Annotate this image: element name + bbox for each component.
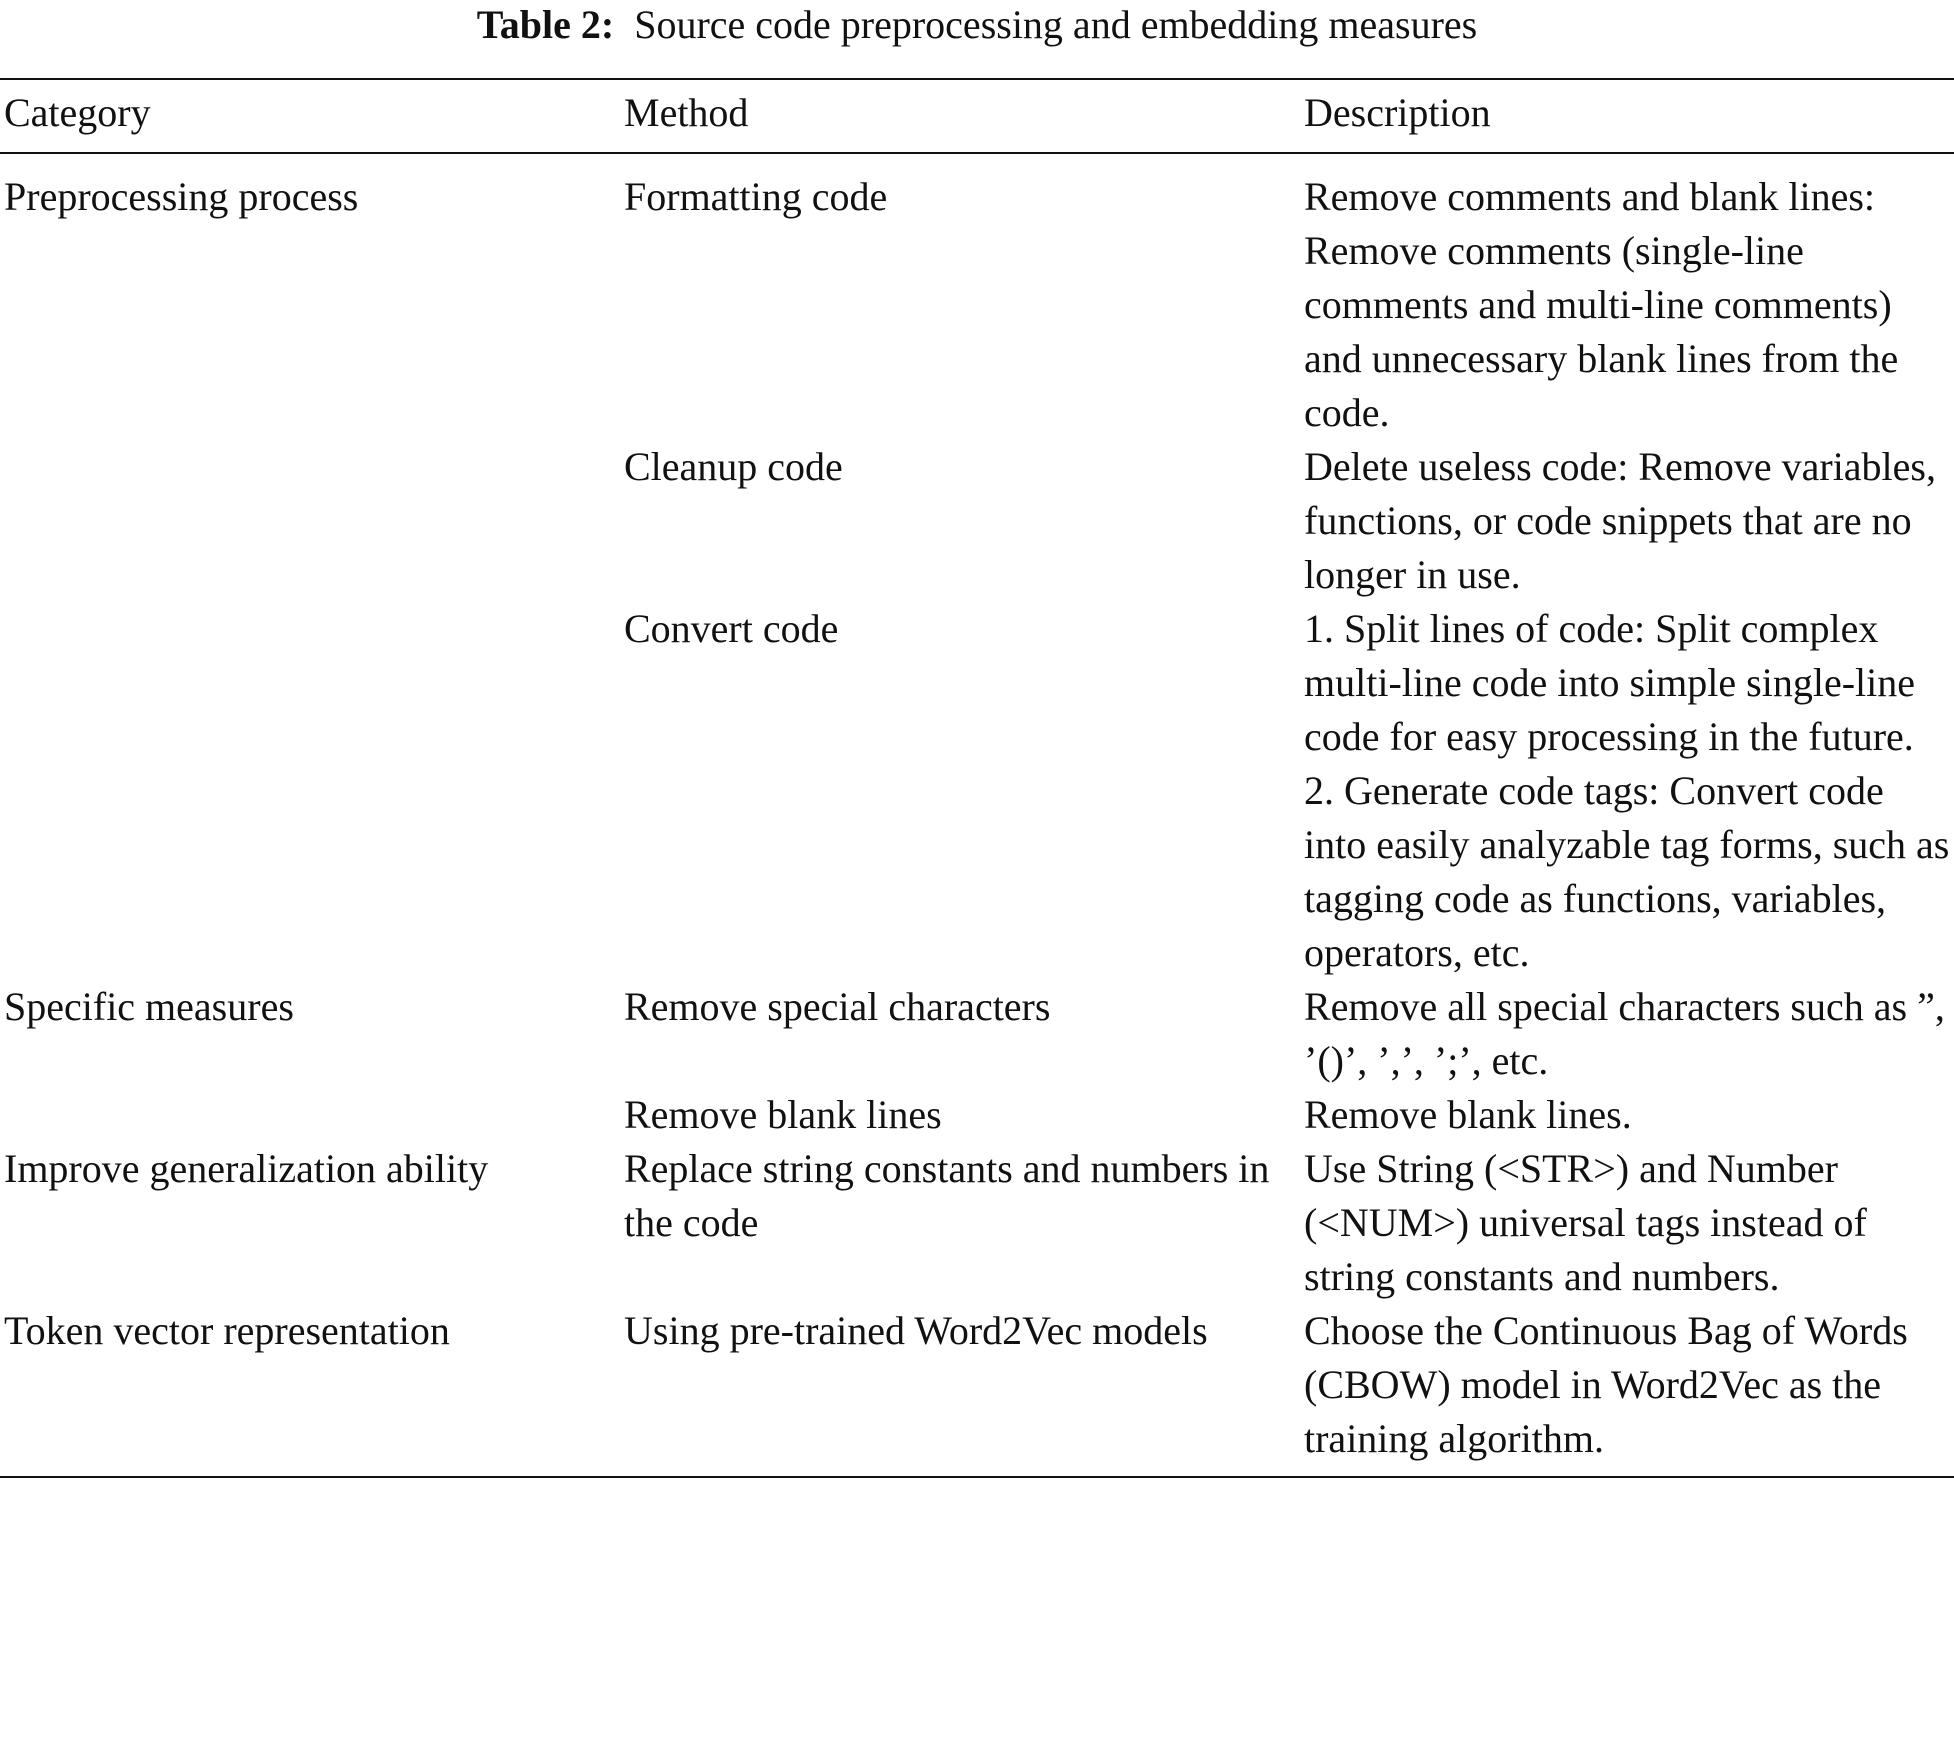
cell-method: Remove special characters <box>624 984 1051 1029</box>
table-caption <box>0 0 1954 50</box>
cell-method: Formatting code <box>624 174 888 219</box>
cell-method: Cleanup code <box>624 444 843 489</box>
cell-description: Choose the Continuous Bag of Words (CBOW) model in Word2Vec as the training algorithm. <box>1304 1308 1908 1461</box>
data-table <box>0 78 1954 1478</box>
table-header-row <box>0 79 1954 153</box>
table-row <box>0 1304 1954 1477</box>
table-row <box>0 440 1954 602</box>
cell-method: Using pre-trained Word2Vec models <box>624 1308 1208 1353</box>
cell-description: Delete useless code: Remove variables, functions, or code snippets that are no longer in use. <box>1304 444 1936 597</box>
cell-category: Preprocessing process <box>4 174 359 219</box>
cell-description: Remove all special characters such as ”, ’()’, ’,’, ’;’, etc. <box>1304 984 1945 1083</box>
cell-category <box>0 602 624 980</box>
table-row <box>0 1142 1954 1304</box>
cell-category: Specific measures <box>4 984 294 1029</box>
cell-category <box>0 440 624 602</box>
description-step-2: 2. Generate code tags: Convert code into easily analyzable tag forms, such as tagging code as functions, variables, operators, etc. <box>1304 768 1950 975</box>
cell-category: Improve generalization ability <box>4 1146 489 1191</box>
table-row <box>0 1088 1954 1142</box>
caption-label: Table 2: <box>476 2 615 47</box>
cell-category: Token vector representation <box>4 1308 450 1353</box>
cell-description: Remove comments and blank lines: Remove comments (single-line comments and multi-line comments) and unnecessary blank lines from the code. <box>1304 174 1899 435</box>
cell-method: Replace string constants and numbers in the code <box>624 1146 1270 1245</box>
caption-title: Source code preprocessing and embedding measures <box>634 2 1478 47</box>
header-description: Description <box>1304 90 1491 135</box>
header-method: Method <box>624 90 749 135</box>
description-step-1: 1. Split lines of code: Split complex multi-line code into simple single-line code for easy processing in the future. <box>1304 606 1915 759</box>
cell-description <box>1304 602 1954 980</box>
cell-description: Remove blank lines. <box>1304 1092 1632 1137</box>
table-row <box>0 980 1954 1088</box>
cell-method: Remove blank lines <box>624 1092 942 1137</box>
cell-description: Use String (<STR>) and Number (<NUM>) universal tags instead of string constants and numbers. <box>1304 1146 1867 1299</box>
cell-category <box>0 1088 624 1142</box>
table-row <box>0 602 1954 980</box>
table-row <box>0 153 1954 440</box>
cell-method: Convert code <box>624 606 839 651</box>
header-category: Category <box>4 90 151 135</box>
